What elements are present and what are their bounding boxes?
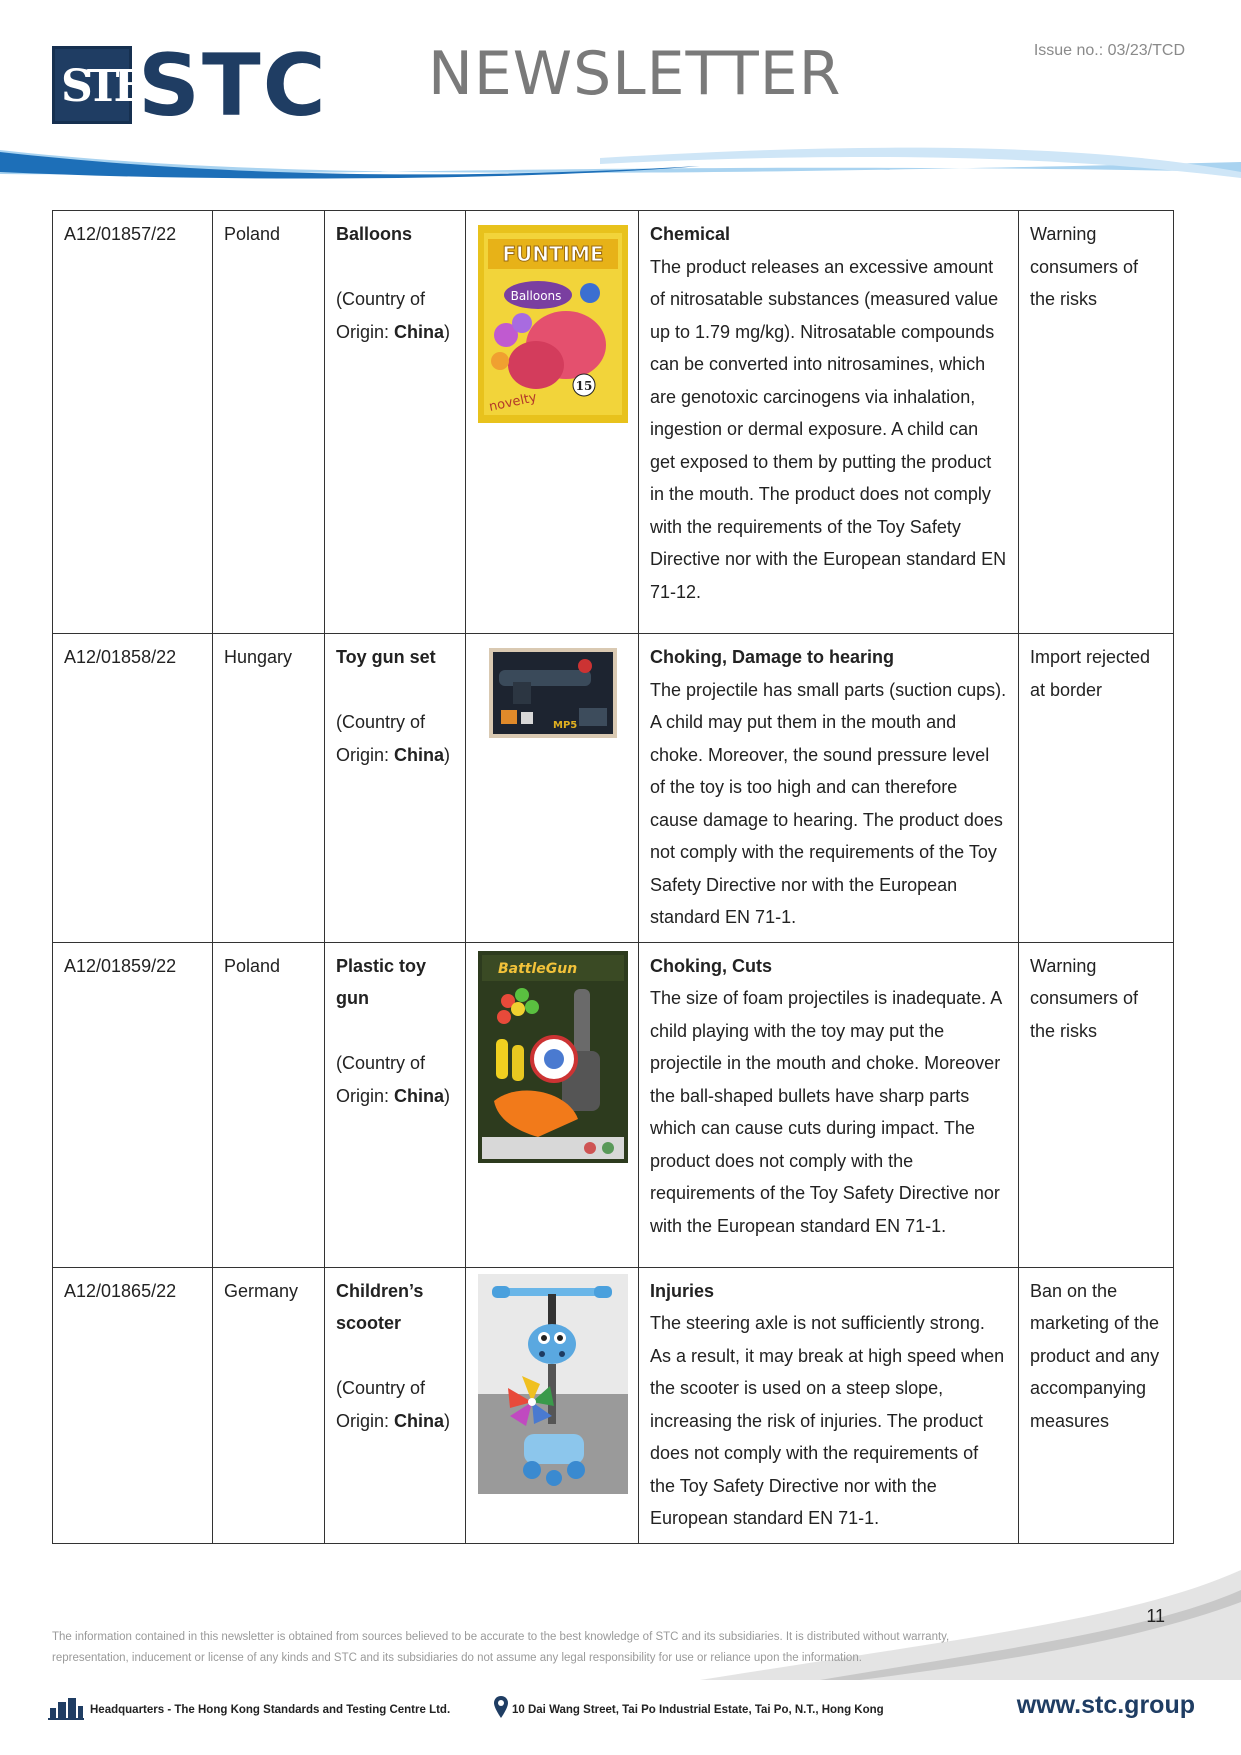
origin-prefix: (Country of Origin: bbox=[336, 712, 426, 765]
toy-gun-box-image bbox=[489, 648, 617, 738]
svg-text:FUNTIME: FUNTIME bbox=[501, 242, 604, 266]
product-cell bbox=[325, 634, 466, 943]
risk-cell bbox=[639, 1267, 1019, 1543]
address-text: 10 Dai Wang Street, Tai Po Industrial Estate, Tai Po, N.T., Hong Kong bbox=[512, 1704, 884, 1716]
origin-prefix: (Country of Origin: bbox=[336, 1378, 426, 1431]
table-row bbox=[53, 1267, 1174, 1543]
origin-country: China bbox=[394, 1085, 445, 1106]
table-row bbox=[53, 942, 1174, 1267]
origin-suffix: ) bbox=[444, 744, 451, 765]
risk-description: The product releases an excessive amount of nitrosatable substances (measured value up to 1.79 mg/kg). Nitrosatable compounds can be converted into nitrosamines, which are genotoxic carcinogens via inhalation, ingestion or dermal exposure. A child can get exposed to them by putting the product in the mouth. The product does not comply with the requirements of the Toy Safety Directive nor with the European standard EN 71-12. bbox=[650, 256, 1007, 602]
origin-country: China bbox=[394, 1410, 445, 1431]
risk-type: Choking, Damage to hearing bbox=[650, 647, 895, 667]
origin-suffix: ) bbox=[444, 1085, 451, 1106]
recall-table bbox=[52, 210, 1174, 1544]
product-name: Toy gun set bbox=[336, 647, 436, 667]
product-name: Plastic toy gun bbox=[336, 955, 427, 1008]
risk-description: The size of foam projectiles is inadequate. A child playing with the toy may put the projectile in the mouth and choke. Moreover the ball-shaped bullets have sharp parts which can cause cuts during impact. The product does not comply with the requirements of the Toy Safety Directive nor with the European standard EN 71-1. bbox=[650, 988, 1002, 1236]
measures-taken: Warning consumers of the risks bbox=[1019, 942, 1174, 1267]
risk-type: Injuries bbox=[650, 1280, 715, 1301]
measures-taken: Ban on the marketing of the product and any accompanying measures bbox=[1019, 1267, 1174, 1543]
notifying-country: Hungary bbox=[213, 634, 325, 943]
newsletter-title: NEWSLETTER bbox=[428, 39, 842, 109]
svg-text:Balloons: Balloons bbox=[510, 289, 561, 303]
risk-cell bbox=[639, 634, 1019, 943]
product-image-cell bbox=[466, 1267, 639, 1543]
notifying-country: Poland bbox=[213, 211, 325, 634]
headquarters-text: Headquarters - The Hong Kong Standards and Testing Centre Ltd. bbox=[90, 1704, 451, 1716]
childrens-scooter-image bbox=[478, 1274, 628, 1494]
reference-number: A12/01857/22 bbox=[53, 211, 213, 634]
product-cell bbox=[325, 942, 466, 1267]
product-name: Children’s scooter bbox=[336, 1280, 424, 1333]
origin-country: China bbox=[394, 321, 445, 342]
issue-number: Issue no.: 03/23/TCD bbox=[1033, 42, 1185, 59]
svg-text:MP5: MP5 bbox=[552, 720, 577, 731]
risk-description: The steering axle is not sufficiently strong. As a result, it may break at high speed when the scooter is used on a steep slope, increasing the risk of injuries. The product does not comply with the requirements of the Toy Safety Directive nor with the European standard EN 71-1. bbox=[650, 1313, 1005, 1528]
page-number: 11 bbox=[1146, 1606, 1165, 1626]
risk-type: Chemical bbox=[650, 224, 731, 244]
logo-text: STC bbox=[138, 36, 328, 136]
risk-type: Choking, Cuts bbox=[650, 955, 772, 976]
stc-emblem-icon: STE bbox=[52, 46, 132, 124]
origin-prefix: (Country of Origin: bbox=[336, 289, 426, 342]
notifying-country: Poland bbox=[213, 942, 325, 1267]
risk-cell bbox=[639, 211, 1019, 634]
reference-number: A12/01859/22 bbox=[53, 942, 213, 1267]
website-link[interactable]: www.stc.group bbox=[1016, 1691, 1195, 1719]
table-row bbox=[53, 634, 1174, 943]
risk-description: The projectile has small parts (suction cups). A child may put them in the mouth and choke. Moreover, the sound pressure level of the toy is too high and can therefore cause damage to hearing. The product does not comply with the requirements of the Toy Safety Directive nor with the European standard EN 71-1. bbox=[650, 679, 1007, 927]
table-row bbox=[53, 211, 1174, 634]
balloons-package-image bbox=[478, 225, 628, 423]
origin-suffix: ) bbox=[444, 1410, 451, 1431]
product-image-cell bbox=[466, 634, 639, 943]
risk-cell bbox=[639, 942, 1019, 1267]
notifying-country: Germany bbox=[213, 1267, 325, 1543]
reference-number: A12/01858/22 bbox=[53, 634, 213, 943]
measures-taken: Import rejected at border bbox=[1019, 634, 1174, 943]
plastic-toy-gun-card-image bbox=[478, 951, 628, 1163]
reference-number: A12/01865/22 bbox=[53, 1267, 213, 1543]
product-name: Balloons bbox=[336, 224, 413, 244]
product-image-cell bbox=[466, 942, 639, 1267]
svg-text:BattleGun: BattleGun bbox=[497, 960, 577, 977]
building-icon bbox=[48, 1698, 84, 1720]
origin-suffix: ) bbox=[444, 321, 451, 342]
origin-prefix: (Country of Origin: bbox=[336, 1053, 426, 1106]
stc-logo bbox=[52, 36, 352, 136]
svg-text:novelty: novelty bbox=[487, 390, 538, 415]
origin-country: China bbox=[394, 744, 445, 765]
location-pin-icon bbox=[494, 1696, 508, 1718]
product-cell bbox=[325, 1267, 466, 1543]
header-swoosh-icon bbox=[0, 138, 1241, 198]
product-image-cell bbox=[466, 211, 639, 634]
disclaimer: The information contained in this newsletter is obtained from sources believed to be accurate to the best knowledge of STC and its subsidiaries. It is distributed without warranty, representation, inducement or license of any kinds and STC and its subsidiaries do not assume any legal responsibility for use or reliance upon the information. bbox=[52, 1631, 950, 1664]
measures-taken: Warning consumers of the risks bbox=[1019, 211, 1174, 634]
product-cell bbox=[325, 211, 466, 634]
svg-text:15: 15 bbox=[575, 379, 592, 393]
